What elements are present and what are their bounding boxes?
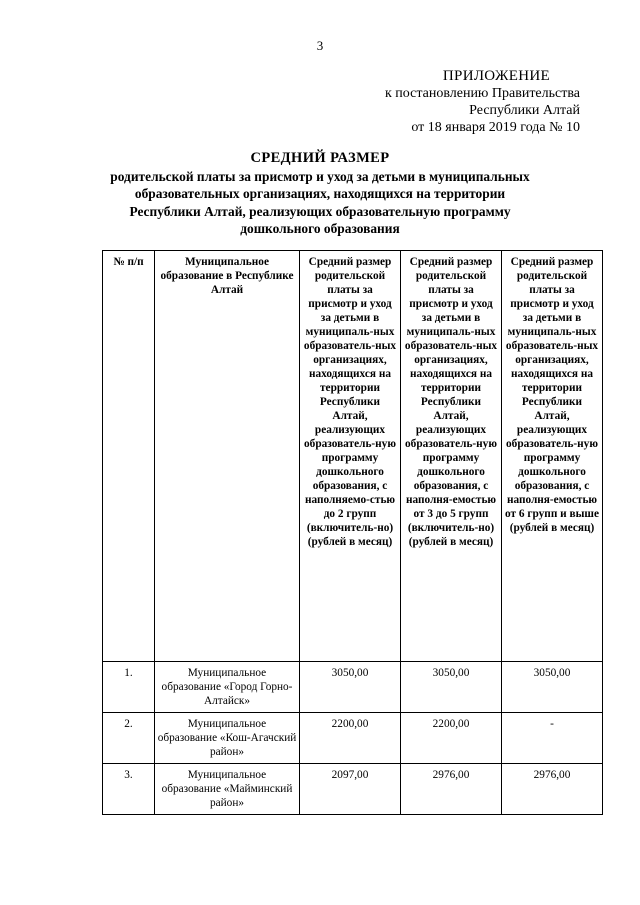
header-fee-up-to-2-groups: Средний размер родительской платы за присмотр и уход за детьми в муниципаль-ных образователь-ных организациях, находящихся на территории Республики Алтай, реализующих образователь-ную программу дошкольного образования, с наполняемо-стью до 2 групп (включитель-но) (рублей в месяц)	[300, 251, 401, 662]
row-fee-3: -	[502, 713, 603, 764]
appendix-line-3: от 18 января 2019 года № 10	[411, 120, 580, 135]
row-fee-2: 2200,00	[401, 713, 502, 764]
page-number: 3	[316, 38, 324, 53]
row-number: 3.	[103, 764, 155, 815]
table-row	[103, 662, 603, 713]
row-number: 2.	[103, 713, 155, 764]
document-title	[100, 150, 540, 238]
appendix-line-2: Республики Алтай	[469, 103, 580, 118]
row-fee-2: 3050,00	[401, 662, 502, 713]
row-fee-2: 2976,00	[401, 764, 502, 815]
row-municipality: Муниципальное образование «Кош-Агачский район»	[155, 713, 300, 764]
fees-table	[102, 250, 603, 815]
header-fee-6-plus-groups: Средний размер родительской платы за присмотр и уход за детьми в муниципаль-ных образователь-ных организациях, находящихся на территории Республики Алтай, реализующих образователь-ную программу дошкольного образования, с наполня-емостью от 6 групп и выше (рублей в месяц)	[502, 251, 603, 662]
title-main: СРЕДНИЙ РАЗМЕР	[250, 150, 390, 166]
title-subtitle: родительской платы за присмотр и уход за детьми в муниципальных образовательных организациях, находящихся на территории Республики Алтай, реализующих образовательную программу дошкольного образования	[110, 168, 530, 236]
row-municipality: Муниципальное образование «Город Горно-Алтайск»	[155, 662, 300, 713]
row-number: 1.	[103, 662, 155, 713]
row-municipality: Муниципальное образование «Майминский район»	[155, 764, 300, 815]
row-fee-1: 2200,00	[300, 713, 401, 764]
table-row	[103, 713, 603, 764]
header-number: № п/п	[103, 251, 155, 662]
appendix-line-1: к постановлению Правительства	[384, 86, 580, 101]
row-fee-3: 3050,00	[502, 662, 603, 713]
table-header-row	[103, 251, 603, 662]
appendix-title: ПРИЛОЖЕНИЕ	[442, 68, 550, 84]
table-row	[103, 764, 603, 815]
header-municipality: Муниципальное образование в Республике Алтай	[155, 251, 300, 662]
header-fee-3-to-5-groups: Средний размер родительской платы за присмотр и уход за детьми в муниципаль-ных образователь-ных организациях, находящихся на территории Республики Алтай, реализующих образователь-ную программу дошкольного образования, с наполня-емостью от 3 до 5 групп (включитель-но) (рублей в месяц)	[401, 251, 502, 662]
row-fee-3: 2976,00	[502, 764, 603, 815]
row-fee-1: 3050,00	[300, 662, 401, 713]
appendix-block	[320, 68, 580, 136]
row-fee-1: 2097,00	[300, 764, 401, 815]
